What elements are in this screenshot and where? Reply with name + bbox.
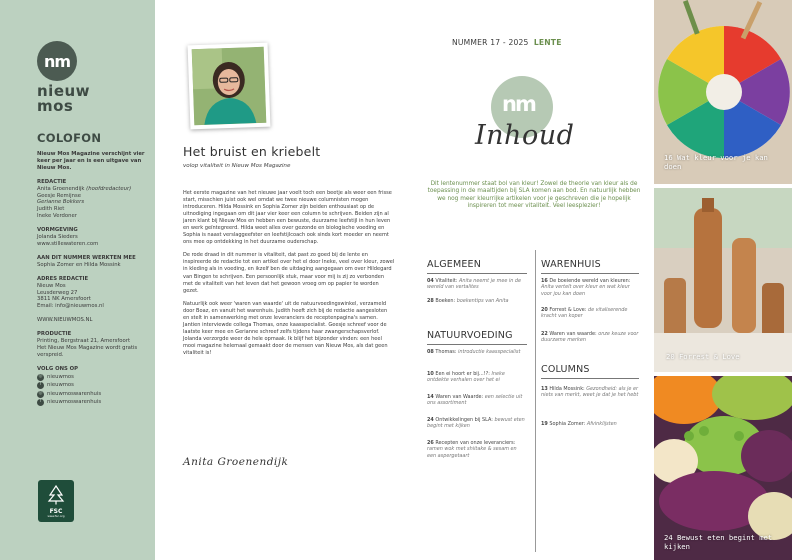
image-caption: 24 Bewust eten begint met kijken xyxy=(664,533,773,551)
section-rule xyxy=(541,273,639,274)
fsc-tree-icon xyxy=(47,485,65,505)
contributors-heading: AAN DIT NUMMER WERKTEN MEE xyxy=(37,254,136,261)
redactie-line: Anita Groenendijk (hoofdredacteur) xyxy=(37,185,132,192)
redactie-line: Gerianne Bokkers xyxy=(37,199,85,206)
season-label: LENTE xyxy=(533,38,562,47)
issue-label: NUMMER 17 - 2025 LENTE xyxy=(452,38,562,47)
adres-line: Leusderweg 27 xyxy=(37,289,78,296)
copper-bottles-illustration xyxy=(654,188,792,372)
instagram-icon: ◎ xyxy=(38,374,43,380)
colofon-intro: Nieuw Mos Magazine verschijnt vier keer per jaar en is een uitgave van Nieuw Mos. xyxy=(37,151,145,171)
section-rule xyxy=(427,273,527,274)
section-rule xyxy=(427,344,527,345)
volg-heading: VOLG ONS OP xyxy=(37,365,79,372)
logo-name: nieuw mos xyxy=(37,82,91,115)
contents-title: Inhoud xyxy=(475,120,575,151)
social-link-instagram[interactable]: ◎ nieuwmos xyxy=(38,374,74,381)
productie-heading: PRODUCTIE xyxy=(37,331,72,338)
productie-line: Printing, Bergstraat 21, Amersfoort xyxy=(37,338,131,345)
contributors-line: Sophia Zomer en Hilda Mossink xyxy=(37,261,121,268)
image-caption: 16 Wat kleur voor je kan doen xyxy=(664,153,768,171)
toc-item[interactable]: 19 Sophia Zomer: Afvinklijsten xyxy=(541,421,617,427)
toc-item[interactable]: 22 Waren van waarde: onze keuze voor duurzame merken xyxy=(541,331,639,344)
editorial-subtitle: volop vitaliteit in Nieuw Mos Magazine xyxy=(183,163,291,169)
toc-item[interactable]: 10 Een ei hoort er bij...!?: Ineke ontdekte verhalen over het ei xyxy=(427,371,505,384)
redactie-heading: REDACTIE xyxy=(37,178,67,185)
toc-item[interactable]: 08 Thomas: introductie kaasspecialist xyxy=(427,349,521,355)
fsc-logo xyxy=(38,480,74,522)
editorial-body xyxy=(183,190,395,363)
adres-line: Nieuw Mos xyxy=(37,282,66,289)
social-link-facebook-warenhuis[interactable]: f nieuwmoswarenhuis xyxy=(37,399,149,406)
image-caption: 20 Forrest & Love xyxy=(666,352,740,361)
redactie-line: Judith Riet xyxy=(37,206,65,213)
redactie-line: Ineke Verdoner xyxy=(37,213,77,220)
adres-line: 3811 NK Amersfoort xyxy=(37,296,91,303)
website-link[interactable]: WWW.NIEUWMOS.NL xyxy=(37,317,93,324)
section-heading-columns: COLUMNS xyxy=(541,364,590,375)
section-rule xyxy=(541,378,639,379)
editorial-title: Het bruist en kriebelt xyxy=(183,144,321,159)
logo-mark: nm xyxy=(43,51,71,71)
toc-logo-mark: nm xyxy=(502,92,535,116)
toc-item[interactable]: 13 Hilda Mossink: Gezondheid: als je er niets van merkt, weet je dat je het hebt xyxy=(541,386,639,399)
adres-heading: ADRES REDACTIE xyxy=(37,275,89,282)
color-palette-photo[interactable] xyxy=(654,0,792,184)
productie-line: Het Nieuw Mos Magazine wordt gratis verspreid. xyxy=(37,344,138,358)
editor-signature: Anita Groenendijk xyxy=(183,456,289,468)
copper-bottles-photo[interactable] xyxy=(654,188,792,372)
colofon-body xyxy=(37,151,149,406)
fsc-label: FSC xyxy=(49,508,63,515)
editorial-paragraph: Het eerste magazine van het nieuwe jaar voelt toch een beetje als weer een frisse start, misschien juist ook wel omdat we twee nieuwe columnisten mogen introduceren. Hilda Mossink en Sophia Zomer zijn beiden enthousiast op de uitnodiging ingegaan om dit jaar vier keer een column te schrijven. Beiden zijn al jaren klant bij Nieuw Mos en hebben een bewuste, duurzame leefstijl in hun leven en werk geïntegreerd. Hilda weet alles over gezonde en biologische voeding en Sophia is naast verslaggeefster en leefstijlcoach ook sinds kort moeder en neemt ons mee op ontdekking in het duurzame ouderschap. xyxy=(183,190,392,246)
vormgeving-link[interactable]: www.stillewateren.com xyxy=(37,240,99,247)
fsc-sub: www.fsc.org xyxy=(47,514,65,518)
toc-item[interactable]: 20 Forrest & Love: de vitaliserende kracht van koper xyxy=(541,307,628,320)
contents-intro: Dit lentenummer staat bol van kleur! Zowel de theorie van kleur als de toepassing in de maaltijden bij SLA komen aan bod. En natuurlijk hebben we nog meer kleurrijke artikelen voor je geschreven die je hopelijk inspireren tot meer vitaliteit. Veel leesplezier! xyxy=(427,181,641,210)
toc-item[interactable]: 16 De boeiende wereld van kleuren: Anita vertelt over kleur en wat kleur voor jou kan doen xyxy=(541,278,631,297)
toc-item[interactable]: 04 Vitaliteit: Anita neemt je mee in de wereld van vertalites xyxy=(427,278,522,291)
toc-item[interactable]: 28 Boeken: boekentips van Anita xyxy=(427,298,509,304)
section-heading-natuurvoeding: NATUURVOEDING xyxy=(427,330,513,341)
email-link[interactable]: Email: info@nieuwmos.nl xyxy=(37,303,104,310)
toc-item[interactable]: 14 Waren van Waarde: een selectie uit ons assortiment xyxy=(427,394,523,407)
editor-portrait xyxy=(192,47,267,125)
colofon-heading: COLOFON xyxy=(37,131,102,145)
social-link-facebook[interactable]: f nieuwmos xyxy=(37,382,149,389)
editorial-paragraph: De rode draad in dit nummer is vitaliteit, dat past zo goed bij de lente en inspireerde de redactie tot een artikel over het el door Ineke, veel over kleur, zowel in kleding als in voeding, en ikzelf ben de uitdaging aangegaan om over Hildegard van Bingen te schrijven. Een persoonlijk stuk, maar voor mij is zij zo verbonden met de vitaliteit van het leven dat het gewoon vroeg om op papier te worden gezet. xyxy=(183,252,395,294)
colofon-sidebar xyxy=(0,0,155,560)
portrait-illustration xyxy=(192,47,267,125)
editorial-paragraph: Natuurlijk ook weer 'waren van waarde' uit de natuurvoedingswinkel, verzameld door Boaz, en vanuit het warenhuis. Judith heeft zich bij de redactie aangesloten en stelt in samenwerking met onze leveranciers de receptenpagina's samen. Jantien interviewde collega Thomas, onze kaasspecialist. Geesje schreef voor de laatste keer mee en Gerianne schreef zelfs tijdens haar zwangerschapsverlof. Jolanda verzorgde weer de hele opmaak. Ik blijf het bijzonder vinden: een heel mooi magazine helemaal gemaakt door de mensen van Nieuw Mos, als dat geen vitaliteit is! xyxy=(183,300,388,356)
facebook-icon: f xyxy=(37,399,44,406)
vormgeving-heading: VORMGEVING xyxy=(37,227,78,234)
toc-item[interactable]: 24 Ontwikkelingen bij SLA: bewust eten begint met kijken xyxy=(427,417,525,430)
redactie-line: Geesje Remijnse xyxy=(37,192,81,199)
column-divider xyxy=(535,250,536,552)
vegetables-photo[interactable] xyxy=(654,376,792,560)
instagram-icon: ◎ xyxy=(38,390,43,396)
section-heading-algemeen: ALGEMEEN xyxy=(427,259,482,270)
facebook-icon: f xyxy=(37,382,44,389)
editor-photo xyxy=(188,43,271,130)
section-heading-warenhuis: WARENHUIS xyxy=(541,259,601,270)
nieuw-mos-logo-icon xyxy=(37,41,77,81)
toc-item[interactable]: 26 Recepten van onze leveranciers: ramen wok met shiitake & sesam en een aspergetaart xyxy=(427,440,517,459)
vormgeving-line: Jolanda Sieders xyxy=(37,234,78,241)
social-link-instagram-warenhuis[interactable]: ◎ nieuwmoswarenhuis xyxy=(38,390,102,397)
